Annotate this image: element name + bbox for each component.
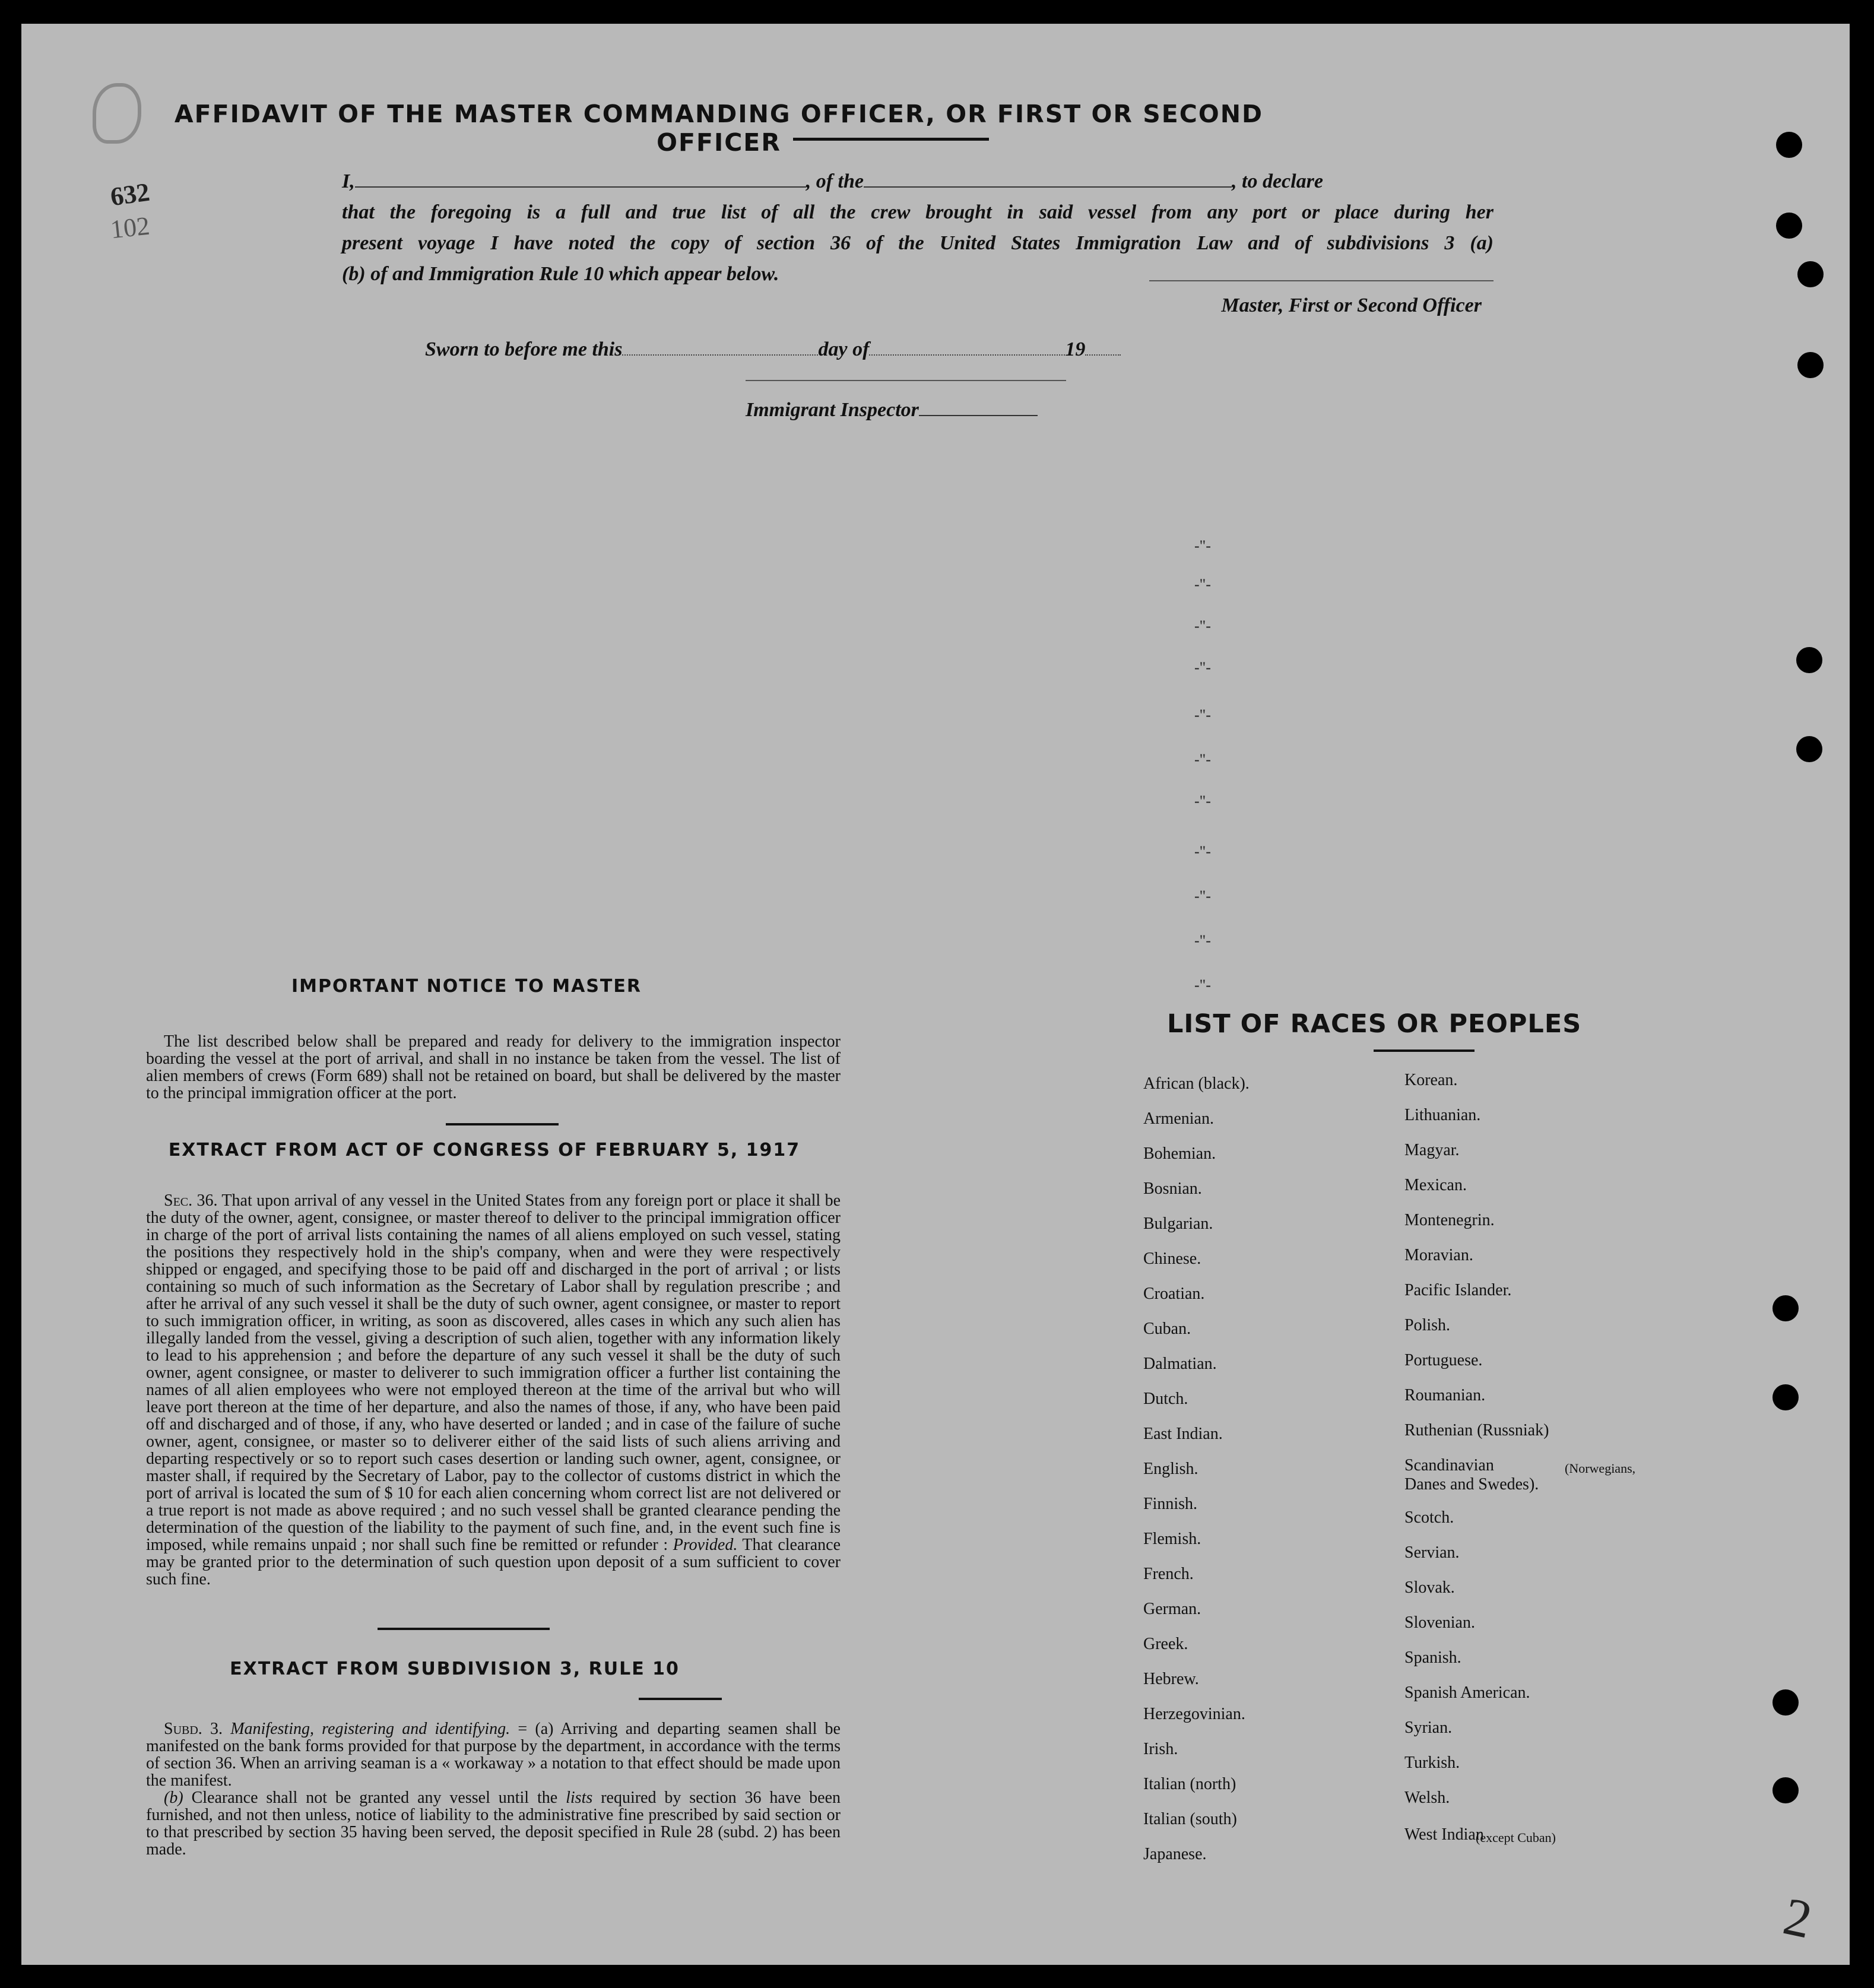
races-title: LIST OF RACES OR PEOPLES — [1167, 1009, 1582, 1039]
margin-number-bottom: 102 — [109, 211, 151, 245]
ditto-mark: -"- — [1194, 706, 1211, 724]
document-page — [21, 24, 1850, 1965]
race-item: Croatian. — [1143, 1285, 1205, 1303]
race-item: Korean. — [1404, 1071, 1458, 1089]
affidavit-line-2: that the foregoing is a full and true list of all the crew brought in said vessel from any port or place during her — [342, 201, 1494, 223]
race-item: Welsh. — [1404, 1789, 1450, 1807]
race-item: Slovenian. — [1404, 1613, 1475, 1632]
race-item: Scotch. — [1404, 1508, 1454, 1527]
race-item: Roumanian. — [1404, 1386, 1486, 1404]
heading-rule — [793, 138, 989, 141]
race-item: Armenian. — [1143, 1109, 1214, 1128]
race-item: Spanish American. — [1404, 1683, 1530, 1702]
act-rule — [378, 1628, 550, 1630]
punch-hole — [1797, 261, 1824, 287]
race-item: Chinese. — [1143, 1250, 1201, 1268]
ditto-mark: -"- — [1194, 659, 1211, 676]
race-item: Spanish. — [1404, 1648, 1461, 1667]
lists-word: lists — [566, 1789, 593, 1807]
name-blank — [355, 186, 806, 188]
ditto-mark: -"- — [1194, 887, 1211, 905]
affidavit-first-line — [342, 166, 1494, 197]
ditto-mark: -"- — [1194, 617, 1211, 635]
ditto-mark: -"- — [1194, 751, 1211, 768]
ditto-mark: -"- — [1194, 976, 1211, 994]
punch-hole — [1796, 647, 1822, 673]
sec-label: Sec. 36. — [164, 1191, 218, 1210]
race-item: African (black). — [1143, 1074, 1250, 1093]
rule-extract-heading: EXTRACT FROM SUBDIVISION 3, RULE 10 — [230, 1659, 680, 1679]
race-item: Pacific Islander. — [1404, 1281, 1512, 1299]
punch-hole — [1796, 736, 1822, 762]
race-item: Cuban. — [1143, 1320, 1191, 1338]
race-item: Magyar. — [1404, 1141, 1460, 1159]
day-blank — [622, 354, 818, 356]
race-item: Portuguese. — [1404, 1351, 1483, 1369]
rule-extract-text — [146, 1720, 841, 1858]
inspector-blank — [919, 415, 1038, 416]
ditto-mark: -"- — [1194, 932, 1211, 949]
race-item: French. — [1143, 1565, 1194, 1583]
act-extract-heading: EXTRACT FROM ACT OF CONGRESS OF FEBRUARY 5, 1917 — [168, 1140, 801, 1161]
year-prefix: 19 — [1065, 338, 1086, 360]
notice-text — [146, 1033, 841, 1102]
day-of-label: day of — [818, 338, 870, 360]
provided-label: Provided. — [673, 1536, 738, 1554]
punch-hole — [1797, 352, 1824, 378]
race-item: Ruthenian (Russniak) — [1404, 1421, 1549, 1440]
race-item: Japanese. — [1143, 1845, 1207, 1863]
inspector-label: Immigrant Inspector — [746, 399, 919, 421]
race-item: Bosnian. — [1143, 1180, 1202, 1198]
margin-number-top: 632 — [108, 177, 152, 212]
affidavit-line-4: (b) of and Immigration Rule 10 which appear below. — [342, 263, 779, 285]
punch-hole — [1772, 1384, 1799, 1410]
affidavit-line-3: present voyage I have noted the copy of section 36 of the United States Immigration Law and of subdivisions 3 (a) — [342, 232, 1494, 254]
rule-heading-rule — [639, 1698, 722, 1700]
punch-hole — [1772, 1689, 1799, 1716]
race-item: East Indian. — [1143, 1425, 1223, 1443]
race-item: Finnish. — [1143, 1495, 1198, 1513]
ditto-mark: -"- — [1194, 843, 1211, 860]
signature-caption: Master, First or Second Officer — [1221, 294, 1482, 316]
notice-body: The list described below shall be prepared and ready for delivery to the immigration inspector boarding the vessel at the port of arrival, and shall in no instance be taken from the vessel. The list of alien members of crews (Form 689) shall not be retained on board, but shall be delivered by the master to the principal immigration officer at the port. — [146, 1032, 841, 1102]
notice-heading: IMPORTANT NOTICE TO MASTER — [291, 976, 642, 997]
ditto-mark: -"- — [1194, 576, 1211, 593]
notice-rule — [446, 1123, 559, 1125]
races-title-rule — [1374, 1050, 1475, 1052]
affidavit-heading: AFFIDAVIT OF THE MASTER COMMANDING OFFICER, OR FIRST OR SECOND OFFICER — [174, 100, 1264, 157]
race-item: Irish. — [1143, 1740, 1178, 1758]
race-item: Servian. — [1404, 1543, 1460, 1562]
race-item: Polish. — [1404, 1316, 1451, 1334]
bleed-through-text: ⠀ — [985, 59, 1064, 112]
race-item: Herzegovinian. — [1143, 1705, 1245, 1723]
inspector-line — [746, 399, 1038, 421]
race-item: Dalmatian. — [1143, 1355, 1217, 1373]
ditto-mark: -"- — [1194, 792, 1211, 810]
scandinavian-note: (Norwegians, — [1565, 1461, 1636, 1476]
act-extract-text — [146, 1192, 841, 1588]
race-item: Mexican. — [1404, 1176, 1467, 1194]
punch-hole — [1776, 132, 1802, 158]
rule-text-b2: required by section 36 have been furnished, and not then unless, notice of liability to the administrative fine prescribed by said section or to that prescribed by section 35 having been served, the deposit specified in Rule 28 (subd. 2) has been made. — [146, 1789, 841, 1859]
sworn-label: Sworn to before me this — [425, 338, 623, 360]
scandinavian-note-2: Danes and Swedes). — [1404, 1475, 1539, 1494]
b-label: (b) — [164, 1789, 183, 1807]
month-blank — [869, 354, 1065, 356]
race-item: Moravian. — [1404, 1246, 1473, 1264]
inspector-signature-blank — [746, 380, 1066, 381]
vessel-blank — [864, 186, 1232, 188]
race-item: Turkish. — [1404, 1754, 1460, 1772]
race-item: Dutch. — [1143, 1390, 1188, 1408]
race-item: West Indian — [1404, 1825, 1484, 1844]
punch-hole — [1772, 1777, 1799, 1803]
act-body: That upon arrival of any vessel in the United States from any foreign port or place it shall be the duty of the owner, agent, consignee, or master thereof to deliver to the principal immigration officer in charge of the port of arrival lists containing the names of all aliens employed on such vessel, stating the positions they respectively hold in the ship's company, when and were they were respectively shipped or engaged, and specifying those to be paid off and discharged in the port of arrival ; or lists containing so much of such information as the Secretary of Labor shall by regulation prescribe ; and after he arrival of any such vessel it shall be the duty of such owner, agent consignee, or master to report to such immigration officer, in writing, as soon as discovered, alles cases in which any such alien has illegally landed from the vessel, giving a description of such alien, together with any information likely to lead to his apprehension ; and before the departure of any such vessel it shall be the duty of such owner, agent consignee, or master to deliverer to such immigration officer a further list containing the names of all alien employees who were not employed thereon at the time of the arrival but who will leave port thereon at the time of her departure, and also the names of those, if any, who have been paid off and discharged and of those, if any, who have deserted or landed ; and in case of the failure of suche owner, agent, consignee, or master so to deliverer either of the said lists of such aliens arriving and departing respectively or so to report such cases desertion or landing such owner, agent, consignee, or master shall, if required by the Secretary of Labor, pay to the collector of customs district in which the port of arrival is located the sum of $ 10 for each alien concerning whom correct list are not delivered or a true report is not made as above required ; and no such vessel shall be granted clearance pending the determination of the question of the liability to the payment of such fine, and, in the event such fine is imposed, while remains unpaid ; nor shall such fine be remitted or refunder : — [146, 1191, 841, 1554]
race-item: German. — [1143, 1600, 1201, 1618]
punch-hole — [1772, 1295, 1799, 1321]
i-label: I, — [342, 170, 355, 192]
of-the-label: , of the — [806, 170, 864, 192]
subd-title: Manifesting, registering and identifying. — [230, 1720, 510, 1738]
affidavit-body — [342, 166, 1494, 290]
race-item: Bohemian. — [1143, 1144, 1216, 1163]
race-item: Flemish. — [1143, 1530, 1201, 1548]
punch-hole — [1776, 213, 1802, 239]
race-item: Slovak. — [1404, 1578, 1455, 1597]
ditto-mark: -"- — [1194, 537, 1211, 554]
race-item: Montenegrin. — [1404, 1211, 1495, 1229]
rule-text-a: = (a) Arriving and departing seamen shall be manifested on the bank forms provided for that purpose by the department, in accordance with the terms of section 36. When an arriving seaman is a « workaway » a notation to that effect should be made upon the manifest. — [146, 1720, 841, 1790]
race-item: English. — [1143, 1460, 1198, 1478]
west-indian-note: (except Cuban) — [1476, 1830, 1556, 1845]
act-body-end: That clearance may be granted prior to the determination of such question upon deposit of a sum sufficient to cover such fine. — [146, 1536, 841, 1589]
race-item-scandinavian: Scandinavian — [1404, 1456, 1494, 1475]
bottom-right-mark: 2 — [1778, 1886, 1817, 1950]
signature-blank — [1149, 280, 1494, 281]
race-item: Hebrew. — [1143, 1670, 1199, 1688]
race-item: Italian (north) — [1143, 1775, 1236, 1793]
sworn-line — [425, 338, 1121, 361]
race-item: Italian (south) — [1143, 1810, 1237, 1828]
rule-text-b1: Clearance shall not be granted any vessel until the — [191, 1789, 558, 1807]
race-item: Lithuanian. — [1404, 1106, 1481, 1124]
to-declare-label: , to declare — [1232, 170, 1323, 192]
race-item: Syrian. — [1404, 1719, 1453, 1737]
race-item: Bulgarian. — [1143, 1215, 1213, 1233]
race-item: Greek. — [1143, 1635, 1188, 1653]
subd-label: Subd. 3. — [164, 1720, 223, 1738]
year-blank — [1085, 354, 1121, 356]
